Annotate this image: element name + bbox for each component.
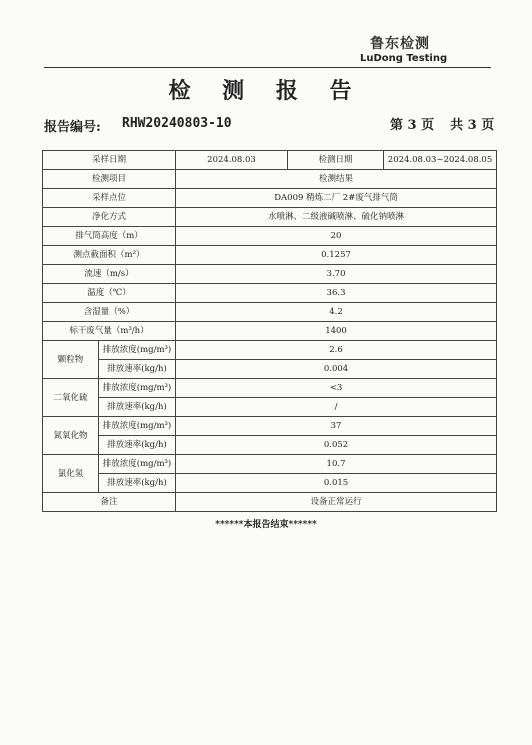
param-label: 标干废气量（m³/h） bbox=[43, 322, 176, 341]
table-row bbox=[43, 284, 497, 303]
table-row bbox=[43, 417, 497, 436]
rate-label: 排放速率(kg/h) bbox=[99, 474, 176, 493]
rate-label: 排放速率(kg/h) bbox=[99, 360, 176, 379]
table-row bbox=[43, 265, 497, 284]
param-label: 测点截面积（m²） bbox=[43, 246, 176, 265]
table-row bbox=[43, 360, 497, 379]
table-row bbox=[43, 246, 497, 265]
conc-value: 10.7 bbox=[176, 455, 497, 474]
conc-value: 37 bbox=[176, 417, 497, 436]
rate-value: 0.004 bbox=[176, 360, 497, 379]
conc-label: 排放浓度(mg/m³) bbox=[99, 341, 176, 360]
conc-label: 排放浓度(mg/m³) bbox=[99, 379, 176, 398]
pollutant-name: 氮氧化物 bbox=[43, 417, 99, 455]
rate-label: 排放速率(kg/h) bbox=[99, 398, 176, 417]
table-row bbox=[43, 436, 497, 455]
page-total: 共 3 页 bbox=[450, 118, 495, 133]
table-row bbox=[43, 170, 497, 189]
conc-label: 排放浓度(mg/m³) bbox=[99, 417, 176, 436]
report-end-note: ******本报告结束****** bbox=[215, 520, 317, 530]
table-row bbox=[43, 474, 497, 493]
table-row bbox=[43, 227, 497, 246]
conc-value: <3 bbox=[176, 379, 497, 398]
header-divider bbox=[44, 67, 491, 68]
conc-label: 排放浓度(mg/m³) bbox=[99, 455, 176, 474]
pollutant-name: 二氧化硫 bbox=[43, 379, 99, 417]
param-label: 含湿量（%） bbox=[43, 303, 176, 322]
page-title: 检 测 报 告 bbox=[168, 78, 364, 104]
param-value: 1400 bbox=[176, 322, 497, 341]
param-value: 36.3 bbox=[176, 284, 497, 303]
sampling-point: DA009 精炼二厂 2#废气排气筒 bbox=[176, 189, 497, 208]
param-value: 0.1257 bbox=[176, 246, 497, 265]
rate-value: 0.015 bbox=[176, 474, 497, 493]
remark-label: 备注 bbox=[43, 493, 176, 512]
table-row bbox=[43, 322, 497, 341]
purification-label: 净化方式 bbox=[43, 208, 176, 227]
param-label: 流速（m/s） bbox=[43, 265, 176, 284]
table-row bbox=[43, 303, 497, 322]
brand-name-cn: 鲁东检测 bbox=[370, 36, 430, 52]
result-label: 检测结果 bbox=[176, 170, 497, 189]
param-value: 4.2 bbox=[176, 303, 497, 322]
pollutant-name: 颗粒物 bbox=[43, 341, 99, 379]
remark-value: 设备正常运行 bbox=[176, 493, 497, 512]
pollutant-name: 氯化氢 bbox=[43, 455, 99, 493]
rate-value: / bbox=[176, 398, 497, 417]
table-row bbox=[43, 379, 497, 398]
rate-value: 0.052 bbox=[176, 436, 497, 455]
brand-name-en: LuDong Testing bbox=[360, 53, 448, 64]
param-label: 排气筒高度（m） bbox=[43, 227, 176, 246]
test-date: 2024.08.03~2024.08.05 bbox=[384, 151, 497, 170]
table-row bbox=[43, 189, 497, 208]
rate-label: 排放速率(kg/h) bbox=[99, 436, 176, 455]
sampling-date-label: 采样日期 bbox=[43, 151, 176, 170]
table-row bbox=[43, 341, 497, 360]
table-row bbox=[43, 151, 497, 170]
page-current: 第 3 页 bbox=[390, 118, 435, 133]
param-value: 20 bbox=[176, 227, 497, 246]
param-label: 温度（℃） bbox=[43, 284, 176, 303]
page-info bbox=[390, 114, 510, 133]
table-row bbox=[43, 493, 497, 512]
item-label: 检测项目 bbox=[43, 170, 176, 189]
table-row bbox=[43, 208, 497, 227]
purification-method: 水喷淋、二级液碱喷淋、硫化钠喷淋 bbox=[176, 208, 497, 227]
report-number: RHW20240803-10 bbox=[122, 116, 232, 131]
results-table bbox=[42, 150, 497, 512]
table-row bbox=[43, 455, 497, 474]
table-row bbox=[43, 398, 497, 417]
test-date-label: 检测日期 bbox=[288, 151, 384, 170]
param-value: 3.70 bbox=[176, 265, 497, 284]
report-number-label: 报告编号: bbox=[44, 120, 101, 135]
sampling-point-label: 采样点位 bbox=[43, 189, 176, 208]
sampling-date: 2024.08.03 bbox=[176, 151, 288, 170]
conc-value: 2.6 bbox=[176, 341, 497, 360]
